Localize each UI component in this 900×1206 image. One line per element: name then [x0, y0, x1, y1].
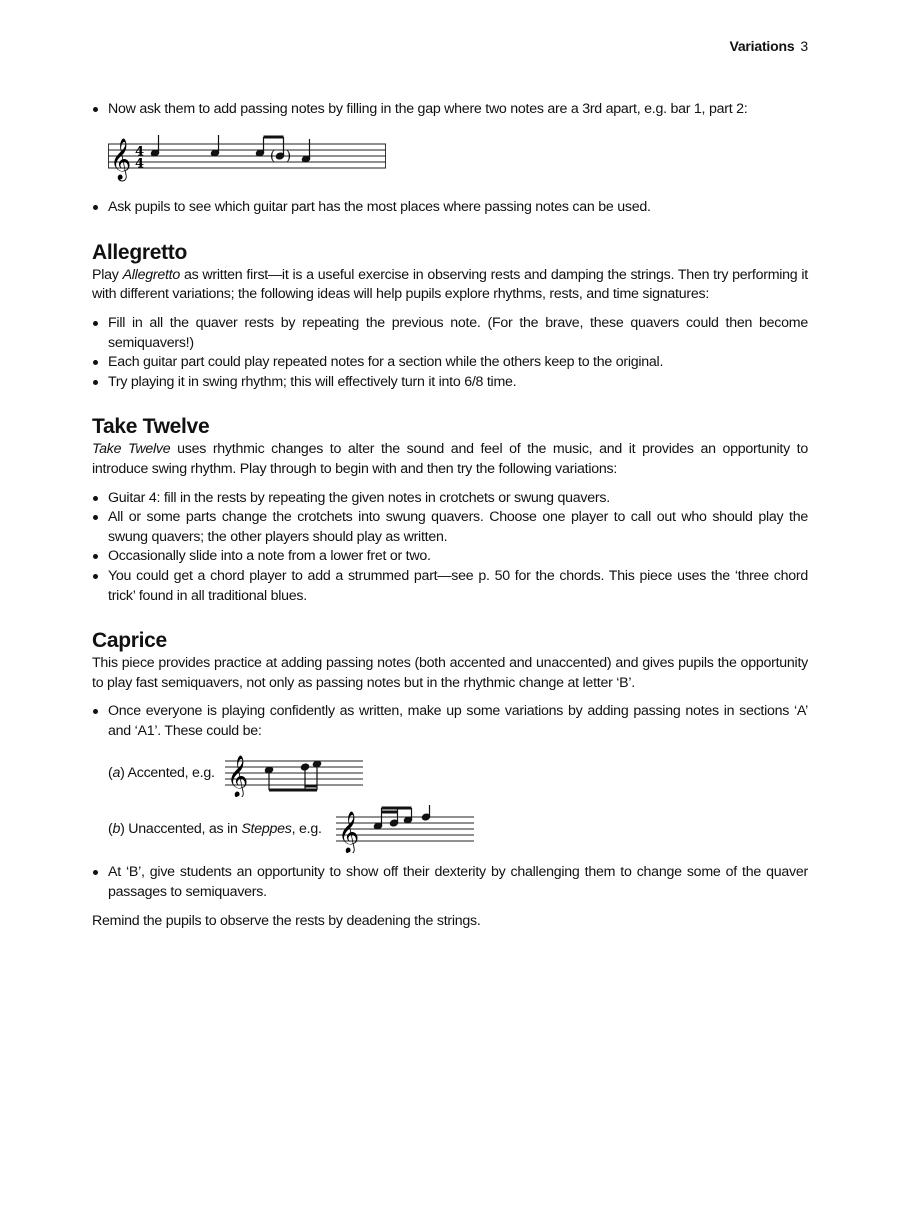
intro-bullet-1: Now ask them to add passing notes by filling in the gap where two notes are a 3rd apart, e.g. bar 1, part 2: [92, 100, 808, 120]
staff-example-1 [108, 134, 388, 182]
allegretto-bullet: Try playing it in swing rhythm; this will effectively turn it into 6/8 time. [92, 373, 808, 393]
caprice-bullet-1: Once everyone is playing confidently as written, make up some variations by adding passing notes in sections ‘A’ and ‘A1’. These could be: [92, 702, 808, 741]
allegretto-para-title: Allegretto [122, 266, 180, 283]
running-head-title: Variations [729, 38, 795, 54]
intro-list [92, 100, 808, 120]
take-twelve-bullet: Guitar 4: fill in the rests by repeating the given notes in crotchets or swung quavers. [92, 489, 808, 509]
page-number: 3 [800, 38, 808, 54]
take-twelve-list [92, 489, 808, 607]
intro-list-2 [92, 198, 808, 218]
time-signature-bottom: 4 [135, 156, 144, 172]
allegretto-list [92, 314, 808, 392]
heading-allegretto: Allegretto [92, 240, 188, 264]
content [92, 100, 808, 931]
intro-bullet-2: Ask pupils to see which guitar part has the most places where passing notes can be used. [92, 198, 808, 218]
allegretto-paragraph [92, 266, 808, 305]
staff-example-unaccented [336, 805, 476, 853]
allegretto-bullet: Fill in all the quaver rests by repeating the previous note. (For the brave, these quavers could then become semiquavers!) [92, 314, 808, 353]
example-b-label: (b) Unaccented, as in Steppes, e.g. [108, 820, 322, 837]
allegretto-bullet: Each guitar part could play repeated notes for a section while the others keep to the original. [92, 353, 808, 373]
allegretto-para-rest: as written first—it is a useful exercise in observing rests and damping the strings. Then try performing it with different variations; the following ideas will help pupils explore rhythms, rests, and time signatures: [92, 266, 808, 303]
take-twelve-bullet: All or some parts change the crotchets into swung quavers. Choose one player to call out who should play the swung quavers; the other players should play as written. [92, 508, 808, 547]
allegretto-para-lead: Play [92, 266, 123, 283]
example-unaccented [108, 805, 808, 853]
time-signature-top: 4 [135, 144, 144, 160]
music-example-passing-notes [108, 134, 808, 189]
staff-example-accented [225, 749, 365, 797]
heading-caprice: Caprice [92, 629, 167, 653]
caprice-closing: Remind the pupils to observe the rests by deadening the strings. [92, 912, 481, 929]
take-twelve-para-title: Take Twelve [92, 441, 171, 458]
bracket-open: ( [270, 148, 275, 164]
take-twelve-bullet: You could get a chord player to add a strummed part—see p. 50 for the chords. This piece uses the ‘three chord trick’ found in all traditional blues. [92, 567, 808, 606]
bracket-close: ) [286, 148, 291, 164]
caprice-paragraph: This piece provides practice at adding passing notes (both accented and unaccented) and gives pupils the opportunity to play fast semiquavers, not only as passing notes but in the rhythmic change at letter ‘B’. [92, 655, 808, 691]
caprice-list [92, 702, 808, 741]
treble-clef-icon: 𝄞 [110, 138, 132, 180]
treble-clef-icon: 𝄞 [337, 812, 359, 854]
treble-clef-icon: 𝄞 [226, 756, 248, 798]
example-accented [108, 749, 808, 797]
example-a-label: (a) Accented, e.g. [108, 764, 215, 781]
heading-take-twelve: Take Twelve [92, 415, 210, 439]
caprice-list-2 [92, 863, 808, 902]
take-twelve-paragraph [92, 440, 808, 479]
running-head [729, 38, 808, 54]
caprice-bullet-2: At ‘B’, give students an opportunity to show off their dexterity by challenging them to change some of the quaver passages to semiquavers. [92, 863, 808, 902]
take-twelve-bullet: Occasionally slide into a note from a lower fret or two. [92, 547, 808, 567]
take-twelve-para-rest: uses rhythmic changes to alter the sound and feel of the music, and it provides an opportunity to introduce swing rhythm. Play through to begin with and then try the following variations: [92, 441, 808, 477]
